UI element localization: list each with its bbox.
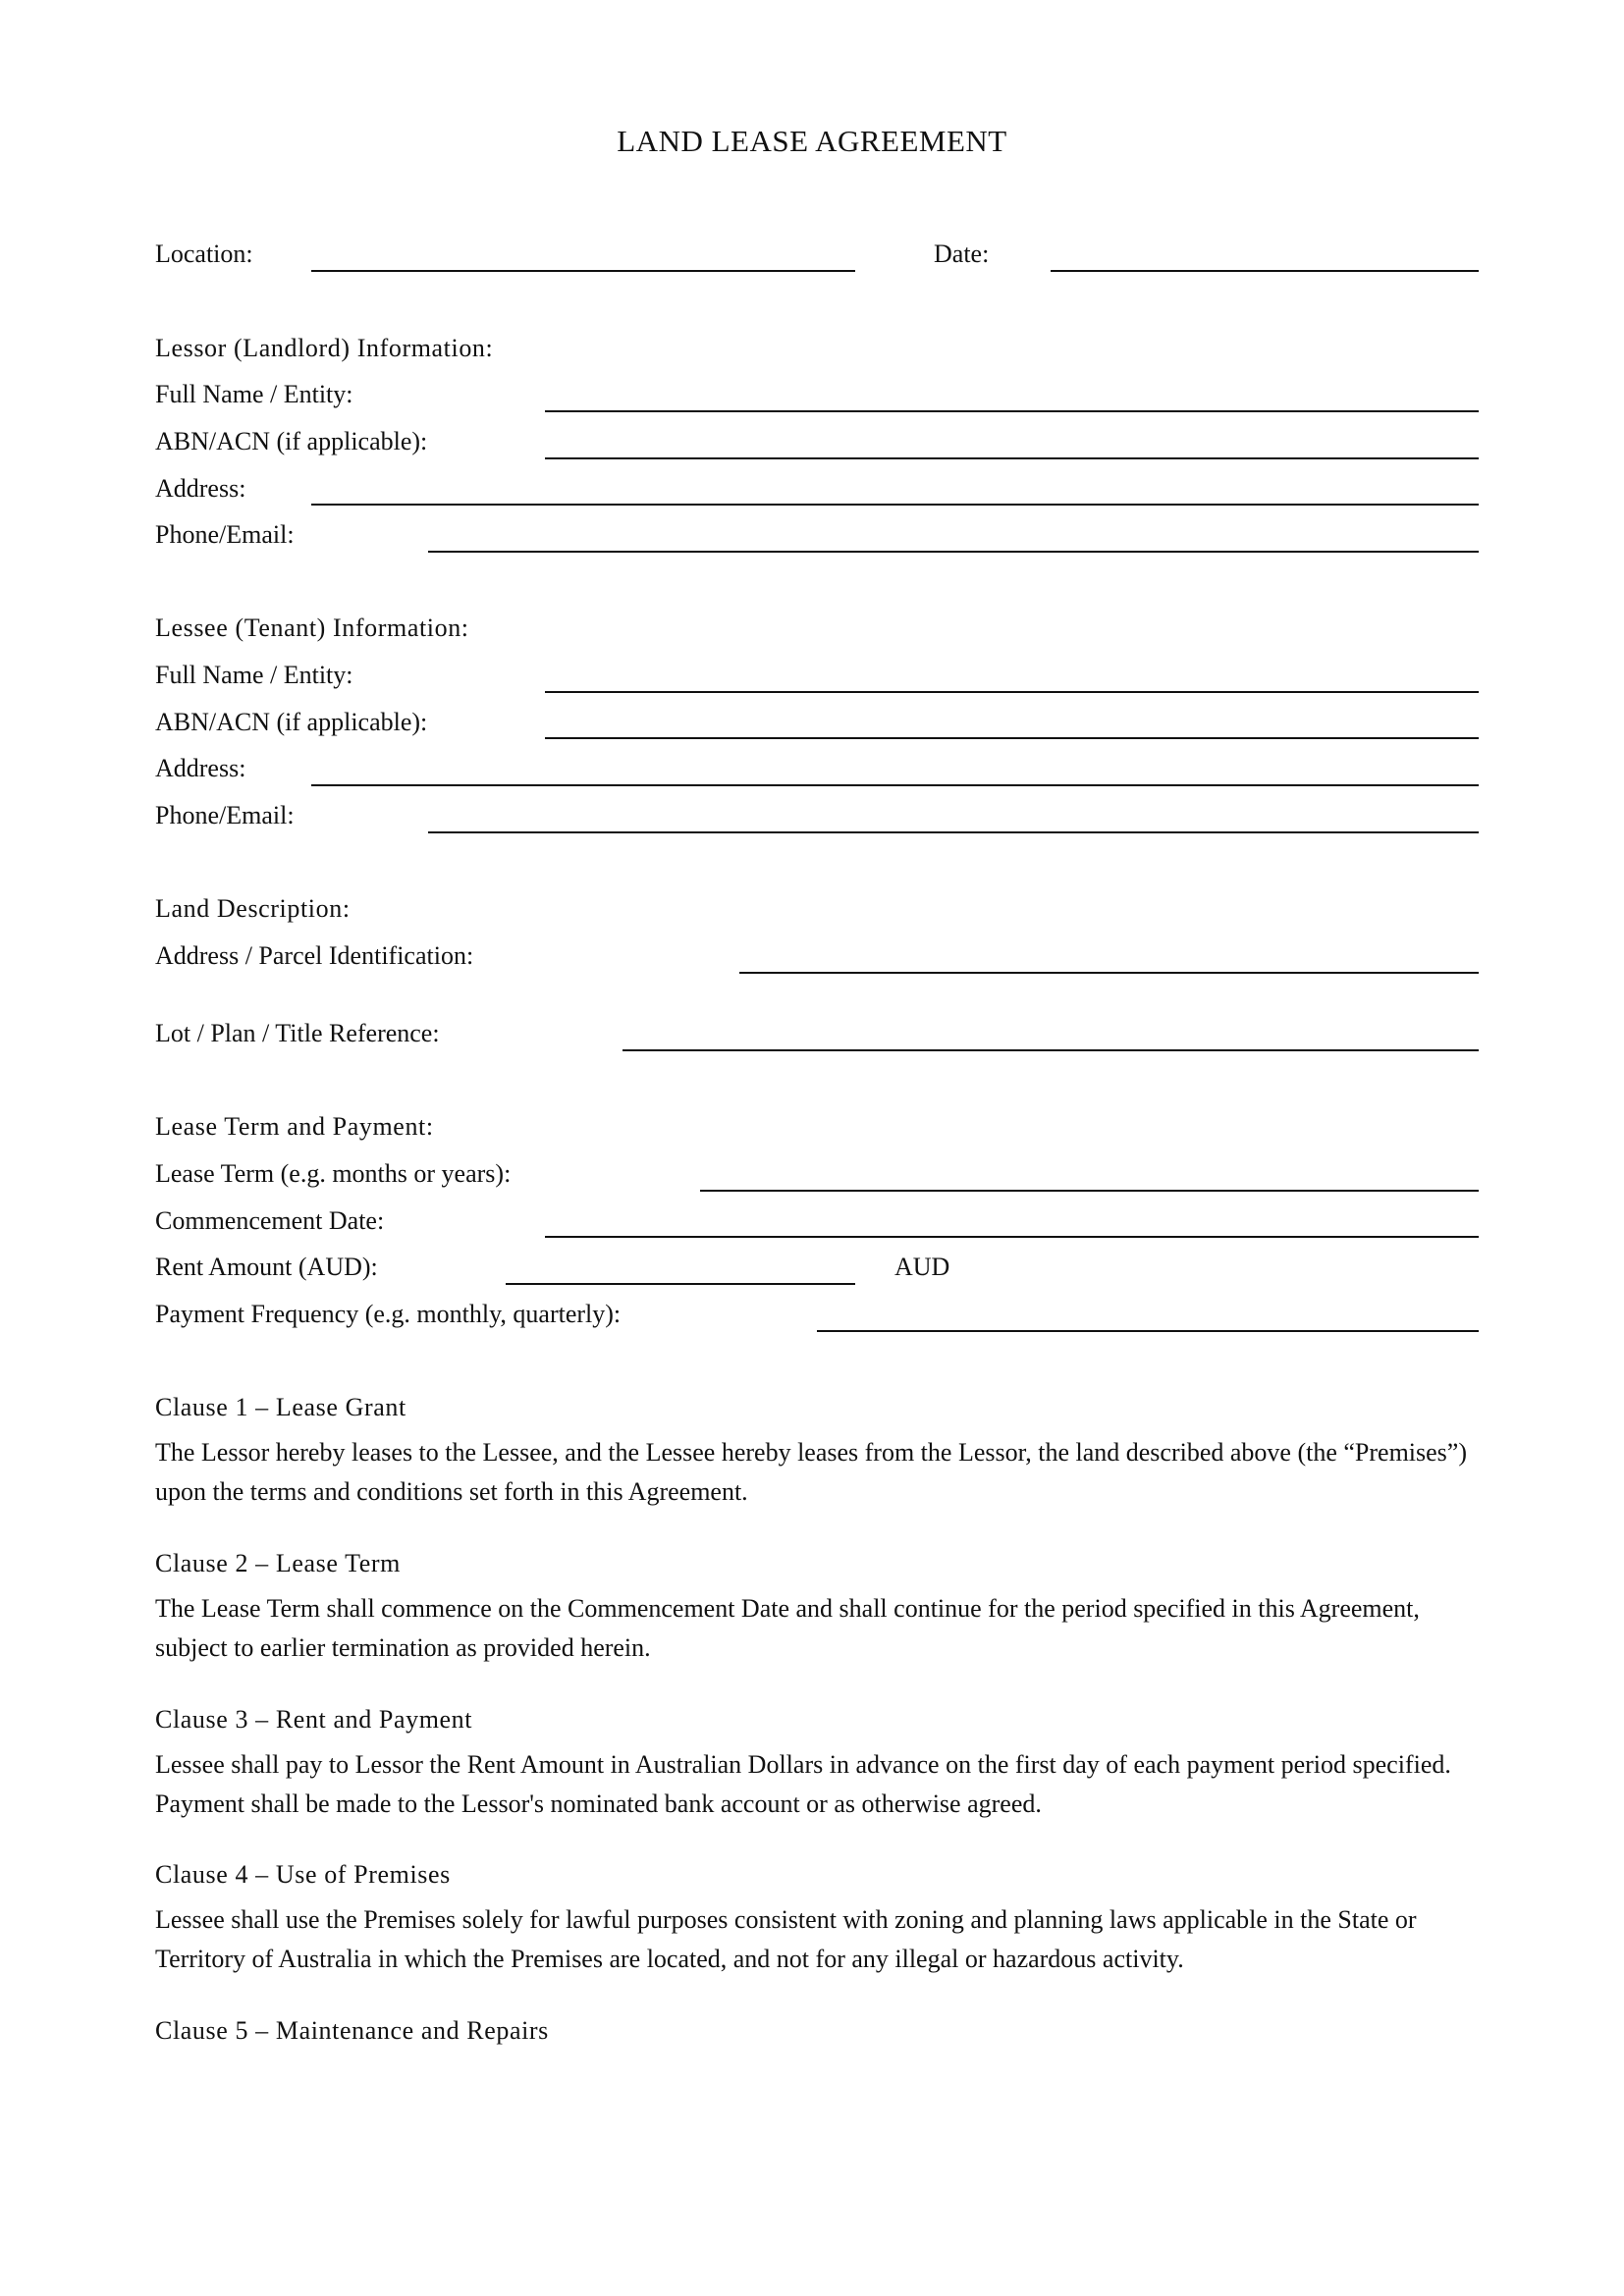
rent-amount-field[interactable] (506, 1283, 855, 1285)
clause-1-text: The Lessor hereby leases to the Lessee, and the Lessee hereby leases from the Lessor, the land described above (the “Premises”) upon the terms and conditions set forth in this Agreement. (155, 1438, 1467, 1506)
location-field[interactable] (311, 270, 855, 272)
lessee-full-name-field[interactable] (545, 691, 1479, 693)
location-label: Location: (155, 240, 253, 268)
lessee-address-field[interactable] (311, 784, 1479, 786)
lessor-phone-label: Phone/Email: (155, 520, 295, 549)
clause-5-heading: Clause 5 – Maintenance and Repairs (155, 2016, 549, 2045)
lessor-full-name-field[interactable] (545, 410, 1479, 412)
clause-3-heading: Clause 3 – Rent and Payment (155, 1705, 473, 1734)
parcel-label: Address / Parcel Identification: (155, 941, 474, 970)
lessee-heading: Lessee (Tenant) Information: (155, 614, 469, 642)
commencement-date-field[interactable] (545, 1236, 1479, 1238)
lessor-address-field[interactable] (311, 504, 1479, 506)
date-label: Date: (934, 240, 990, 268)
lessor-full-name-label: Full Name / Entity: (155, 380, 353, 408)
date-field[interactable] (1051, 270, 1479, 272)
title-reference-field[interactable] (623, 1049, 1479, 1051)
title-reference-label: Lot / Plan / Title Reference: (155, 1019, 440, 1047)
lessee-phone-field[interactable] (428, 831, 1479, 833)
lessor-heading: Lessor (Landlord) Information: (155, 334, 494, 362)
clause-1-heading: Clause 1 – Lease Grant (155, 1393, 406, 1421)
clause-4-heading: Clause 4 – Use of Premises (155, 1860, 451, 1889)
lease-term-field[interactable] (700, 1190, 1479, 1192)
lessee-abn-field[interactable] (545, 737, 1479, 739)
commencement-date-label: Commencement Date: (155, 1206, 385, 1235)
lessee-address-label: Address: (155, 754, 246, 782)
lessee-abn-label: ABN/ACN (if applicable): (155, 708, 428, 736)
rent-amount-label: Rent Amount (AUD): (155, 1253, 378, 1281)
document-title: LAND LEASE AGREEMENT (617, 124, 1007, 158)
payment-frequency-label: Payment Frequency (e.g. monthly, quarterly): (155, 1300, 622, 1328)
parcel-field[interactable] (739, 972, 1479, 974)
clause-3-text: Lessee shall pay to Lessor the Rent Amount in Australian Dollars in advance on the first day of each payment period specified. Payment shall be made to the Lessor's nominated bank account or as otherwise agreed. (155, 1750, 1451, 1818)
rent-unit-label: AUD (894, 1253, 950, 1281)
lessor-phone-field[interactable] (428, 551, 1479, 553)
lease-term-heading: Lease Term and Payment: (155, 1112, 434, 1141)
lessor-abn-label: ABN/ACN (if applicable): (155, 427, 428, 455)
lessee-phone-label: Phone/Email: (155, 801, 295, 829)
lessor-abn-field[interactable] (545, 457, 1479, 459)
clause-2-heading: Clause 2 – Lease Term (155, 1549, 402, 1577)
lease-term-label: Lease Term (e.g. months or years): (155, 1159, 512, 1188)
lessee-full-name-label: Full Name / Entity: (155, 661, 353, 689)
land-heading: Land Description: (155, 894, 351, 923)
clause-2-text: The Lease Term shall commence on the Commencement Date and shall continue for the period specified in this Agreement, subject to earlier termination as provided herein. (155, 1594, 1420, 1662)
clause-4-text: Lessee shall use the Premises solely for lawful purposes consistent with zoning and planning laws applicable in the State or Territory of Australia in which the Premises are located, and not for any illegal or hazardous activity. (155, 1905, 1417, 1973)
lessor-address-label: Address: (155, 474, 246, 503)
payment-frequency-field[interactable] (817, 1330, 1479, 1332)
